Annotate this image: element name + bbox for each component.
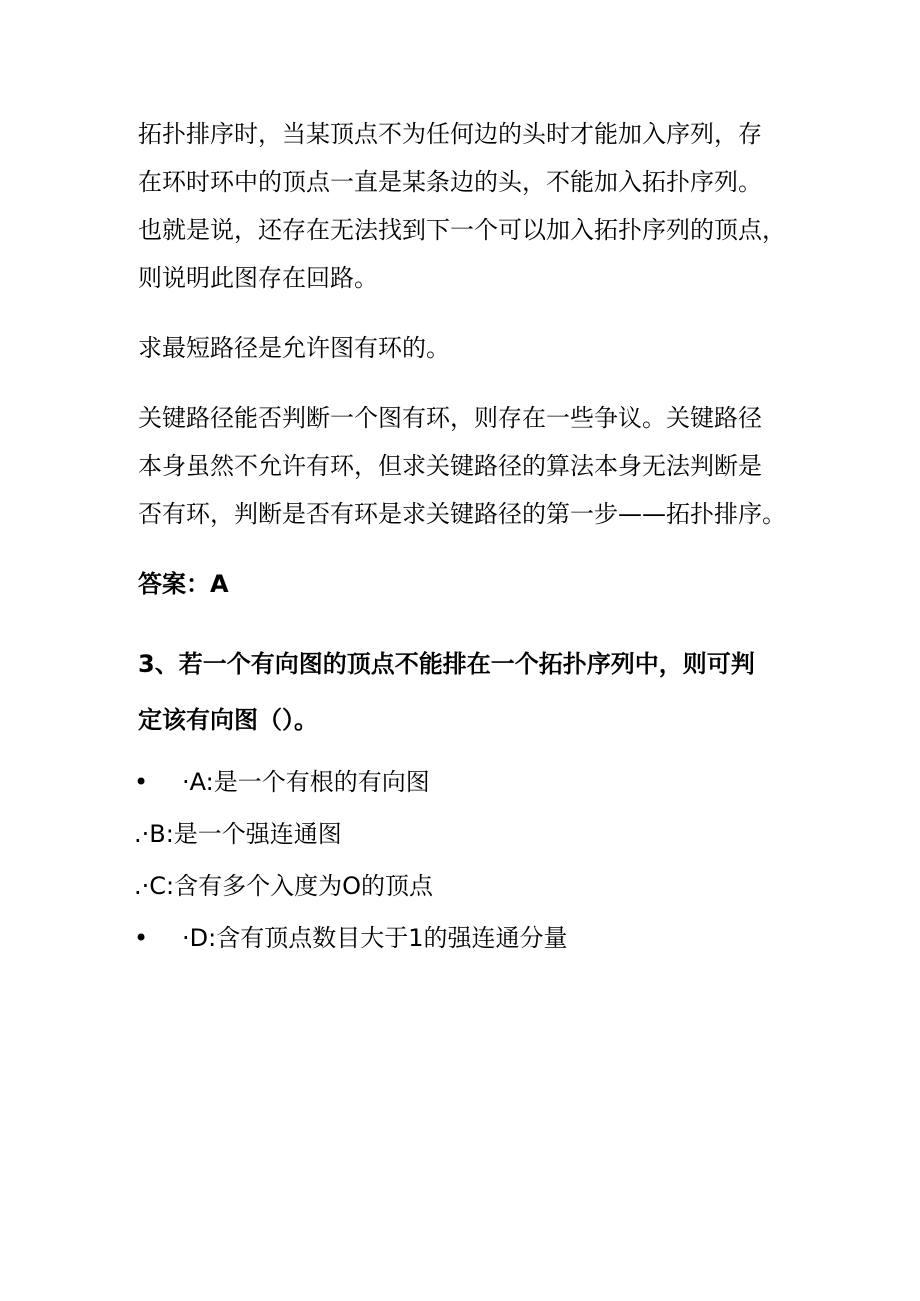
- question-stem: [138, 636, 838, 748]
- option-b: [134, 814, 342, 854]
- answer-text: 答案：A: [138, 570, 229, 598]
- text-line: 则说明此图存在回路。: [138, 264, 378, 292]
- answer-line: [138, 560, 838, 608]
- option-d: [134, 918, 567, 958]
- text-line: 否有环，判断是否有环是求关键路径的第一步——拓扑排序。: [138, 500, 786, 528]
- text-line: 拓扑排序时，当某顶点不为任何边的头时才能加入序列，存: [138, 120, 762, 148]
- text-line: 求最短路径是允许图有环的。: [138, 334, 450, 362]
- option-a: [134, 762, 430, 802]
- text-line: 在环时环中的顶点一直是某条边的头，不能加入拓扑序列。: [138, 168, 762, 196]
- text-line: 本身虽然不允许有环，但求关键路径的算法本身无法判断是: [138, 452, 762, 480]
- question-line: 定该有向图（）。: [138, 706, 318, 734]
- text-line: 关键路径能否判断一个图有环，则存在一些争议。关键路径: [138, 404, 762, 432]
- bullet-icon: •: [134, 768, 149, 796]
- option-text: .·B:是一个强连通图: [134, 820, 342, 848]
- explanation-paragraph-2: [138, 324, 838, 372]
- text-line: 也就是说，还存在无法找到下一个可以加入拓扑序列的顶点，: [138, 216, 786, 244]
- question-line: 3、若一个有向图的顶点不能排在一个拓扑序列中，则可判: [138, 650, 755, 678]
- option-c: [134, 866, 433, 906]
- option-text: ·D:含有顶点数目大于1的强连通分量: [182, 924, 568, 952]
- option-text: ·A:是一个有根的有向图: [182, 768, 430, 796]
- bullet-icon: •: [134, 924, 149, 952]
- explanation-paragraph-1: [138, 110, 838, 302]
- explanation-paragraph-3: [138, 394, 838, 538]
- option-text: .·C:含有多个入度为O的顶点: [134, 872, 433, 900]
